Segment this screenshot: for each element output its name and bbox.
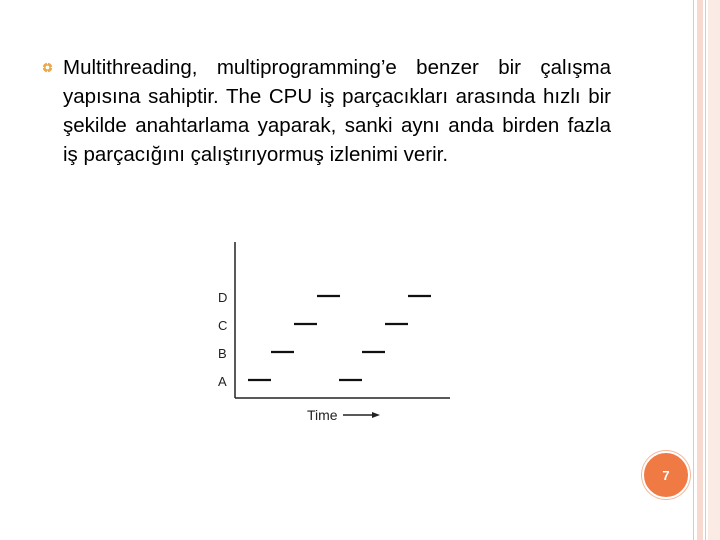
thread-timeline-diagram [200,232,460,432]
row-label-c: C [218,318,228,333]
decor-stripe-wide [697,0,703,540]
row-label-a: A [218,374,227,389]
right-arrow-icon [343,412,380,418]
row-label-b: B [218,346,227,361]
diagram-canvas [200,232,460,432]
decor-stripe-edge [708,0,720,540]
decor-stripe-thin-left [693,0,694,540]
gear-bullet-icon [42,62,53,73]
page-number-badge: 7 [642,451,690,499]
time-axis-label: Time [307,407,338,423]
decor-stripe-thin-right [705,0,706,540]
row-label-d: D [218,290,228,305]
bullet-text: Multithreading, multiprogramming’e benzer bir çalışma yapısına sahiptir. The CPU iş parçacıkları arasında hızlı bir şekilde anahtarlama yaparak, sanki aynı anda birden fazla iş parçacığını çalıştırıyormuş izlenimi verir. [63,56,611,166]
